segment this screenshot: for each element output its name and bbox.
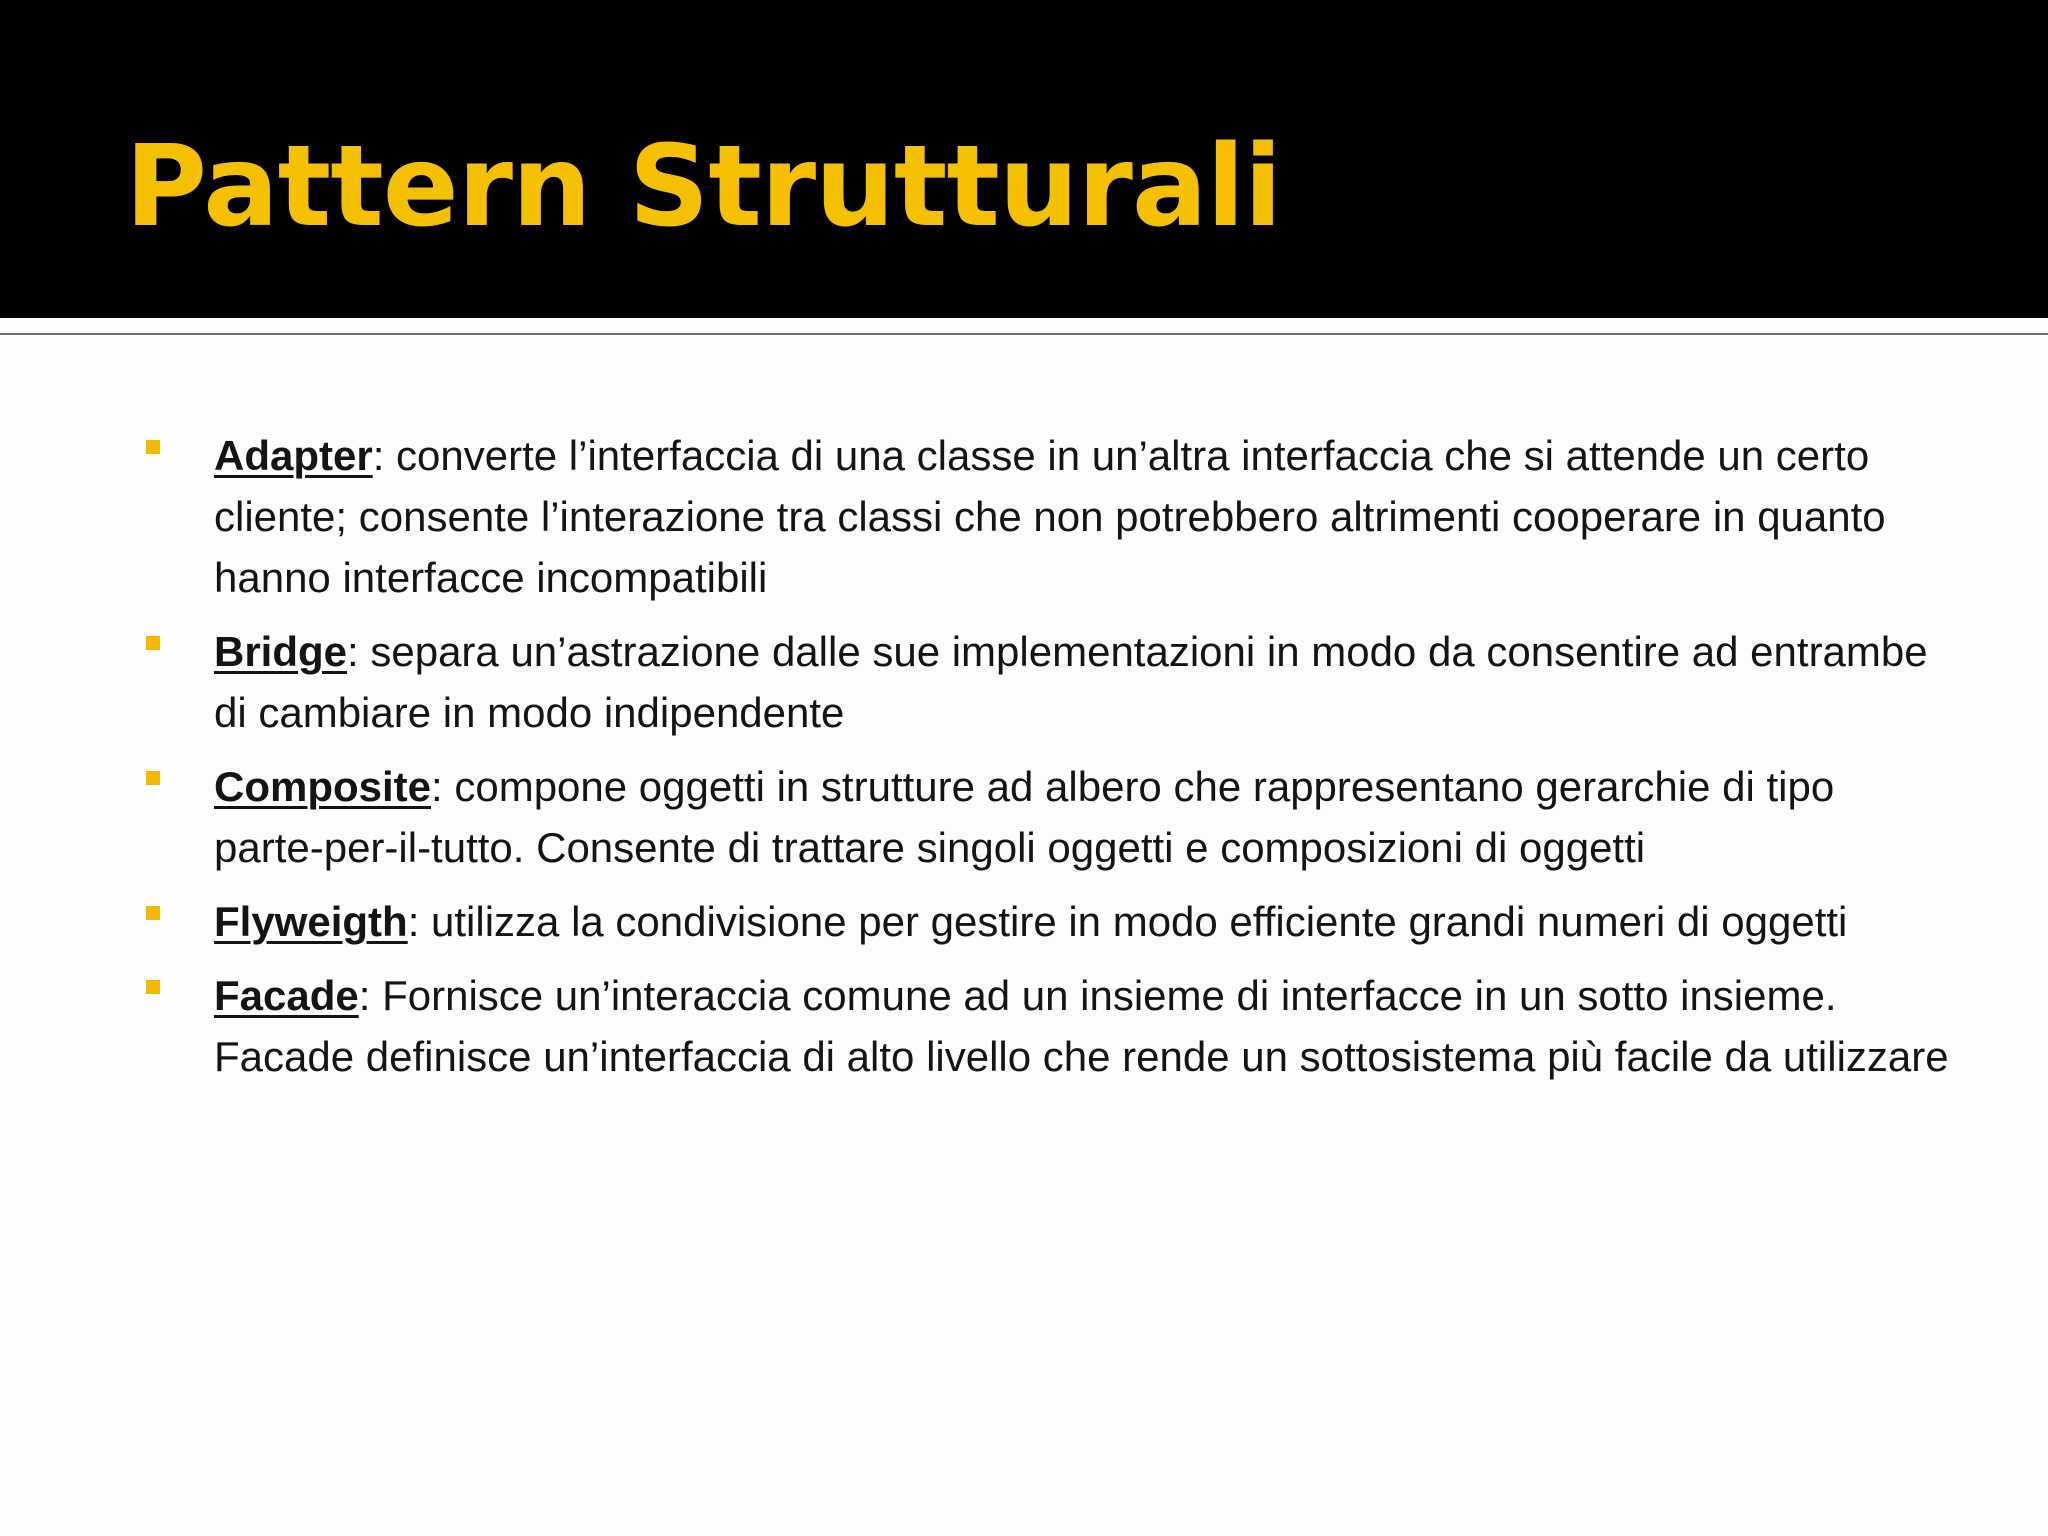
bullet-text: : converte l’interfaccia di una classe in un’altra interfaccia che si attende un certo cliente; consente l’interazione tra classi che non potrebbero altrimenti cooperare in quanto hanno interfacce incompatibili (214, 432, 1886, 601)
bullet-bridge (0, 621, 1954, 743)
bullet-composite (0, 756, 1954, 878)
title-divider (0, 333, 2048, 335)
bullet-list (0, 425, 2048, 1087)
bullet-flyweigth (0, 891, 1954, 952)
bullet-text: : separa un’astrazione dalle sue implementazioni in modo da consentire ad entrambe di cambiare in modo indipendente (214, 628, 1928, 736)
square-bullet-icon (146, 771, 160, 785)
square-bullet-icon (146, 440, 160, 454)
bullet-text: : Fornisce un’interaccia comune ad un insieme di interfacce in un sotto insieme. Facade definisce un’interfaccia di alto livello che rende un sottosistema più facile da utilizzare (214, 972, 1949, 1080)
slide-content (0, 425, 2048, 1100)
bullet-term: Adapter (214, 432, 373, 479)
bullet-adapter (0, 425, 1954, 608)
bullet-text: : utilizza la condivisione per gestire in modo efficiente grandi numeri di oggetti (407, 898, 1848, 945)
square-bullet-icon (146, 636, 160, 650)
bullet-term: Bridge (214, 628, 348, 675)
bullet-term: Composite (214, 763, 432, 810)
bullet-term: Facade (214, 972, 359, 1019)
square-bullet-icon (146, 980, 160, 994)
bullet-text: : compone oggetti in strutture ad albero che rappresentano gerarchie di tipo parte-per-il-tutto. Consente di trattare singoli oggetti e composizioni di oggetti (214, 763, 1835, 871)
bullet-term: Flyweigth (214, 898, 408, 945)
square-bullet-icon (146, 906, 160, 920)
bullet-facade (0, 965, 1954, 1087)
slide-title: Pattern Strutturali (125, 122, 1282, 252)
title-bar (0, 0, 2048, 318)
